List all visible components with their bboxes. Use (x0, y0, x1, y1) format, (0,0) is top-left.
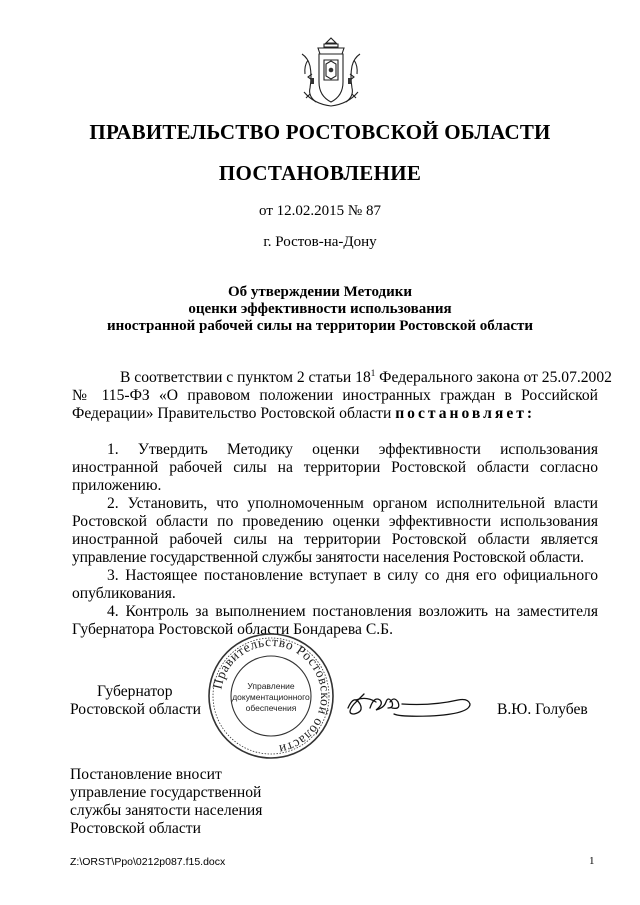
government-title: ПРАВИТЕЛЬСТВО РОСТОВСКОЙ ОБЛАСТИ (89, 120, 551, 144)
coat-of-arms-emblem (298, 34, 364, 110)
seal-center-line: обеспечения (245, 703, 297, 713)
document-city: г. Ростов-на-Дону (263, 234, 377, 250)
item-line: Ростовской области по проведению оценки эффективности использования (72, 513, 598, 530)
document-date-number: от 12.02.2015 № 87 (259, 203, 381, 219)
signatory-role (70, 683, 201, 719)
item-line: приложению. (72, 477, 162, 494)
preamble-line-3 (72, 405, 535, 423)
article-superscript: 1 (370, 367, 376, 378)
submitter-note-line: службы занятости населения (70, 802, 263, 819)
seal-center-line: документационного (232, 692, 310, 702)
handwritten-signature (340, 686, 480, 720)
preamble-text: Федерального закона от 25.07.2002 (375, 369, 612, 386)
item-line: Губернатора Ростовской области Бондарева С.Б. (72, 621, 393, 638)
item-line: иностранной рабочей силы на территории Ростовской области является (72, 531, 598, 548)
preamble-line-2: № 115-ФЗ «О правовом положении иностранных граждан в Российской (72, 387, 598, 404)
subject-line: Об утверждении Методики (227, 284, 413, 300)
subject-line: иностранной рабочей силы на территории Ростовской области (107, 318, 533, 334)
item-line: опубликования. (72, 585, 176, 602)
seal-center-line: Управление (247, 681, 295, 691)
submitter-note-line: управление государственной (70, 784, 262, 801)
submitter-note-line: Ростовской области (70, 820, 201, 837)
preamble-text: Федерации» Правительство Ростовской области (72, 405, 396, 422)
submitter-note (70, 766, 262, 838)
preamble-line-1 (120, 367, 612, 387)
signatory-role-line: Ростовской области (70, 701, 201, 718)
item-line: 4. Контроль за выполнением постановления возложить на заместителя (107, 603, 598, 620)
item-line: 2. Установить, что уполномоченным органом исполнительной власти (107, 495, 598, 512)
item-line: 3. Настоящее постановление вступает в силу со дня его официального (107, 567, 598, 584)
resolves-keyword: постановляет: (395, 405, 536, 422)
signer-name: В.Ю. Голубев (497, 701, 588, 718)
page-number: 1 (589, 855, 595, 867)
document-type-heading: ПОСТАНОВЛЕНИЕ (218, 161, 422, 185)
preamble-text: В соответствии с пунктом 2 статьи 18 (120, 369, 371, 386)
official-seal-stamp (206, 631, 336, 761)
signatory-role-line: Губернатор (97, 683, 173, 700)
item-line: управление государственной службы занятости населения Ростовской области. (72, 549, 584, 566)
submitter-note-line: Постановление вносит (70, 766, 222, 783)
file-path: Z:\ORST\Ppo\0212p087.f15.docx (70, 856, 226, 868)
document-subject (0, 284, 640, 335)
seal-ring-textpath: Правительство Ростовской области (209, 633, 334, 758)
item-line: 1. Утвердить Методику оценки эффективности использования (107, 441, 598, 458)
subject-line: оценки эффективности использования (188, 301, 452, 317)
item-line: иностранной рабочей силы на территории Ростовской области согласно (72, 459, 598, 476)
